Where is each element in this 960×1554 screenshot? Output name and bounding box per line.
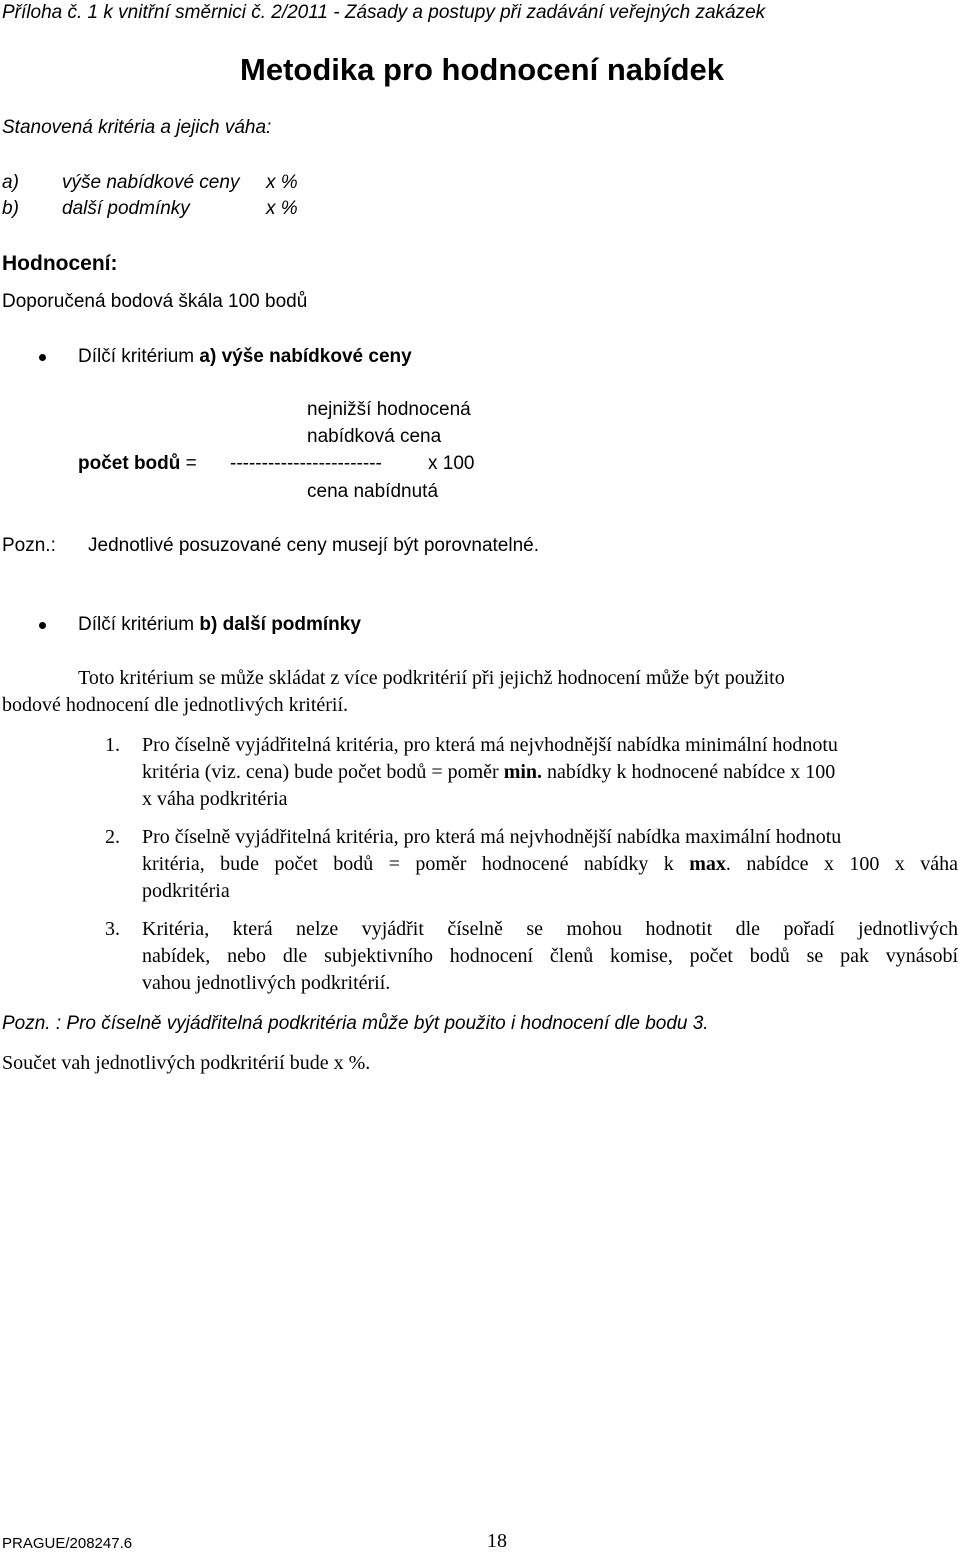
page-title: Metodika pro hodnocení nabídek [240,52,724,87]
bullet-icon [39,622,46,629]
criteria-heading: Stanovená kritéria a jejich váha: [2,117,272,138]
criterion-b-intro-line1: Toto kritérium se může skládat z více podkritérií při jejichž hodnocení může být použito [78,667,785,689]
list-item-1-line2: kritéria (viz. cena) bude počet bodů = poměr min. nabídky k hodnocené nabídce x 100 [142,761,836,783]
list-item-2-line1: Pro číselně vyjádřitelná kritéria, pro která má nejvhodnější nabídka maximální hodnotu [142,826,842,848]
final-note: Pozn. : Pro číselně vyjádřitelná podkritéria může být použito i hodnocení dle bodu 3. [2,1013,709,1034]
formula-multiplier: x 100 [428,453,475,474]
bullet-icon [39,354,46,361]
criteria-item-a-label: výše nabídkové ceny [62,172,240,193]
list-item-3-line2: nabídek, nebo dle subjektivního hodnocení členů komise, počet bodů se pak vynásobí [142,945,958,967]
note-text: Jednotlivé posuzované ceny musejí být porovnatelné. [88,535,539,556]
list-item-3-line1: Kritéria, která nelze vyjádřit číselně se mohou hodnotit dle pořadí jednotlivých [142,918,958,940]
criteria-item-a-weight: x % [266,172,298,193]
criteria-item-b-marker: b) [2,198,19,219]
evaluation-heading: Hodnocení: [2,252,118,275]
list-item-number: 1. [105,734,120,756]
list-item-2-line3: podkritéria [142,880,230,902]
list-item-number: 3. [105,918,120,940]
list-item-2-line2: kritéria, bude počet bodů = poměr hodnocené nabídky k max. nabídce x 100 x váha [142,853,958,875]
criteria-item-a-marker: a) [2,172,19,193]
formula-numerator-line2: nabídková cena [307,426,442,447]
evaluation-scale: Doporučená bodová škála 100 bodů [2,291,308,312]
document-header: Příloha č. 1 k vnitřní směrnici č. 2/2011 - Zásady a postupy při zadávání veřejných zakázek [2,2,766,23]
criterion-a-heading: Dílčí kritérium a) výše nabídkové ceny [78,346,412,367]
list-item-3-line3: vahou jednotlivých podkritérií. [142,972,391,994]
formula-denominator: cena nabídnutá [307,481,439,502]
criteria-item-b-label: další podmínky [62,198,190,219]
criterion-b-heading: Dílčí kritérium b) další podmínky [78,614,361,635]
formula-lhs: počet bodů = [78,453,197,474]
list-item-number: 2. [105,826,120,848]
weights-sum-note: Součet vah jednotlivých podkritérií bude x %. [2,1052,371,1074]
list-item-1-line3: x váha podkritéria [142,788,288,810]
footer-doc-id: PRAGUE/208247.6 [2,1535,133,1552]
formula-numerator-line1: nejnižší hodnocená [307,399,471,420]
list-item-1-line1: Pro číselně vyjádřitelná kritéria, pro která má nejvhodnější nabídka minimální hodnotu [142,734,838,756]
criteria-item-b-weight: x % [266,198,298,219]
criterion-b-intro-line2: bodové hodnocení dle jednotlivých kritérií. [2,694,349,716]
footer-page-number: 18 [487,1530,507,1552]
note-label: Pozn.: [2,535,56,556]
formula-fraction-line: ------------------------ [230,453,382,474]
